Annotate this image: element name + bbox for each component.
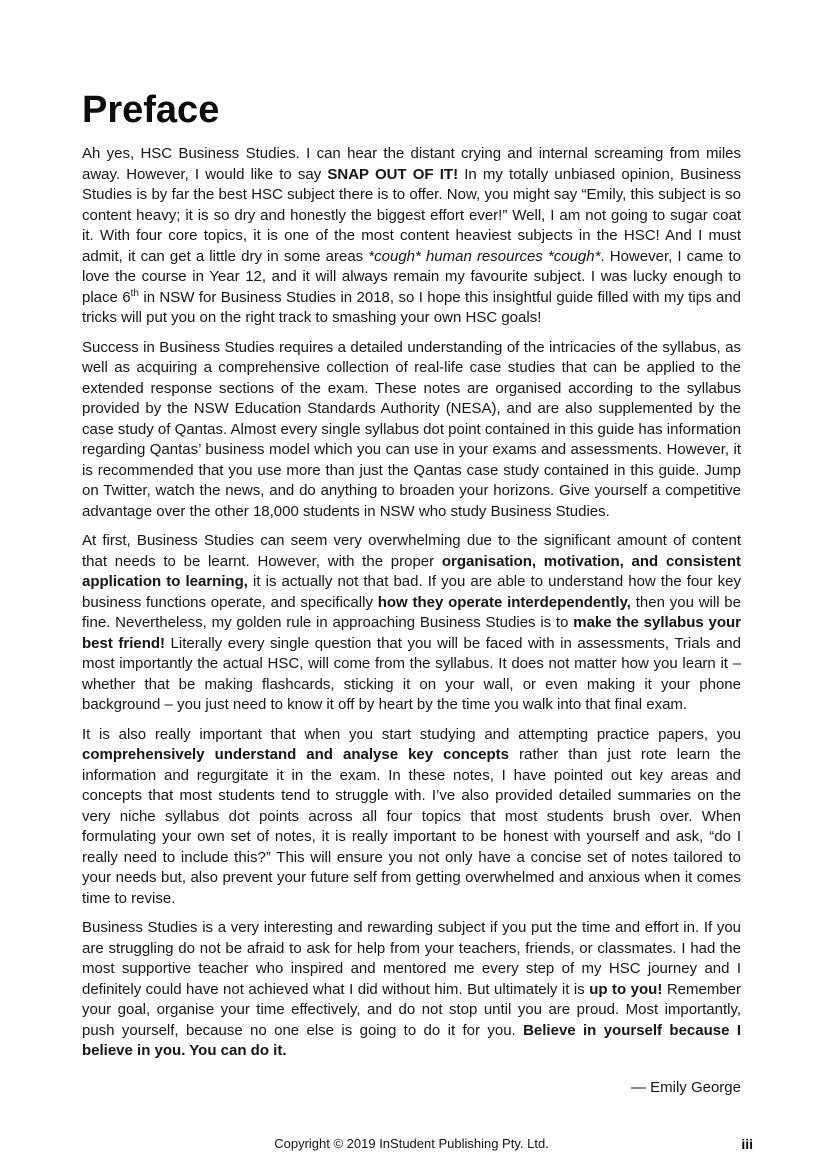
text-segment: Success in Business Studies requires a detailed understanding of the intricacies of the syllabus, as well as acquiring a comprehensive collection of real-life case studies that can be applied to the extended response sections of the exam. These notes are organised according to the syllabus provided by the NSW Education Standards Authority (NESA), and are also supplemented by the case study of Qantas. Almost every single syllabus dot point contained in this guide has information regarding Qantas’ business model which you can use in your exams and assessments. However, it is recommended that you use more than just the Qantas case study contained in this guide. Jump on Twitter, watch the news, and do anything to broaden your horizons. Give yourself a competitive advantage over the other 18,000 students in NSW who study Business Studies. [82,338,741,520]
text-segment: Remember your goal, organise your time effectively, and do not stop until you are proud. Most importantly, push yourself, because no one else is going to do it for you. [82,980,741,1039]
text-segment: It is also really important that when you start studying and attempting practice papers, you [82,725,741,743]
text-segment: Literally every single question that you will be faced with in assessments, Trials and most importantly the actual HSC, will come from the syllabus. It does not matter how you learn it – whether that be making flashcards, sticking it on your wall, or even making it your phone background – you just need to know it off by heart by the time you walk into that final exam. [82,634,741,713]
text-segment: Ah yes, HSC Business Studies. I can hear the distant crying and internal screaming from miles away. However, I would like to say [82,145,741,183]
page-number: iii [741,1136,753,1152]
text-segment: th [130,287,139,299]
text-segment: how they operate interdependently, [377,593,631,611]
text-segment: Believe in yourself because I believe in you. You can do it. [82,1021,742,1059]
content-area [82,90,741,1096]
paragraph [82,338,741,523]
page-footer [0,1136,823,1156]
text-segment: *cough* human resources *cough* [368,247,601,265]
copyright-notice: Copyright © 2019 InStudent Publishing Pty. Ltd. [274,1136,549,1151]
paragraph [82,725,741,910]
page-title: Preface [82,89,220,131]
paragraph [82,531,741,716]
paragraph [82,144,741,329]
text-segment: . However, I came to love the course in Year 12, and it will always remain my favourite subject. I was lucky enough to place 6 [82,247,741,306]
text-segment: organisation, motivation, and consistent application to learning, [82,552,741,590]
text-segment: Business Studies is a very interesting and rewarding subject if you put the time and effort in. If you are struggling do not be afraid to ask for help from your teachers, friends, or classmates. I had the most supportive teacher who inspired and mentored me every step of my HSC journey and I definitely could have not achieved what I did without him. But ultimately it is [82,919,741,998]
text-segment: up to you! [589,980,663,998]
text-segment: In my totally unbiased opinion, Business Studies is by far the best HSC subject there is to offer. Now, you might say “Emily, this subject is so content heavy; it is so dry and honestly the biggest effort ever!” Well, I am not going to sugar coat it. With four core topics, it is one of the most content heaviest subjects in the HSC! And I must admit, it can get a little dry in some areas [82,165,741,265]
text-segment: rather than just rote learn the information and regurgitate it in the exam. In these notes, I have pointed out key areas and concepts that most students tend to struggle with. I’ve also provided detailed summaries on the very niche syllabus dot points across all four topics that most students brush over. When formulating your own set of notes, it is really important to be honest with yourself and ask, “do I really need to include this?” This will ensure you not only have a concise set of notes tailored to your needs but, also prevent your future self from getting overwhelmed and anxious when it comes time to revise. [82,746,742,907]
preface-body [82,144,741,1062]
text-segment: in NSW for Business Studies in 2018, so I hope this insightful guide filled with my tips and tricks will put you on the right track to smashing your own HSC goals! [82,288,741,326]
text-segment: comprehensively understand and analyse key concepts [82,746,510,763]
text-segment: it is actually not that bad. If you are able to understand how the four key business functions operate, and specifically [82,573,741,611]
author-signature: — Emily George [630,1078,741,1096]
text-segment: then you will be fine. Nevertheless, my golden rule in approaching Business Studies is to [82,593,741,631]
paragraph [82,918,741,1062]
text-segment: make the syllabus your best friend! [82,614,741,652]
text-segment: SNAP OUT OF IT! [327,165,459,183]
text-segment: At first, Business Studies can seem very overwhelming due to the significant amount of content that needs to be learnt. However, with the proper [82,532,741,570]
